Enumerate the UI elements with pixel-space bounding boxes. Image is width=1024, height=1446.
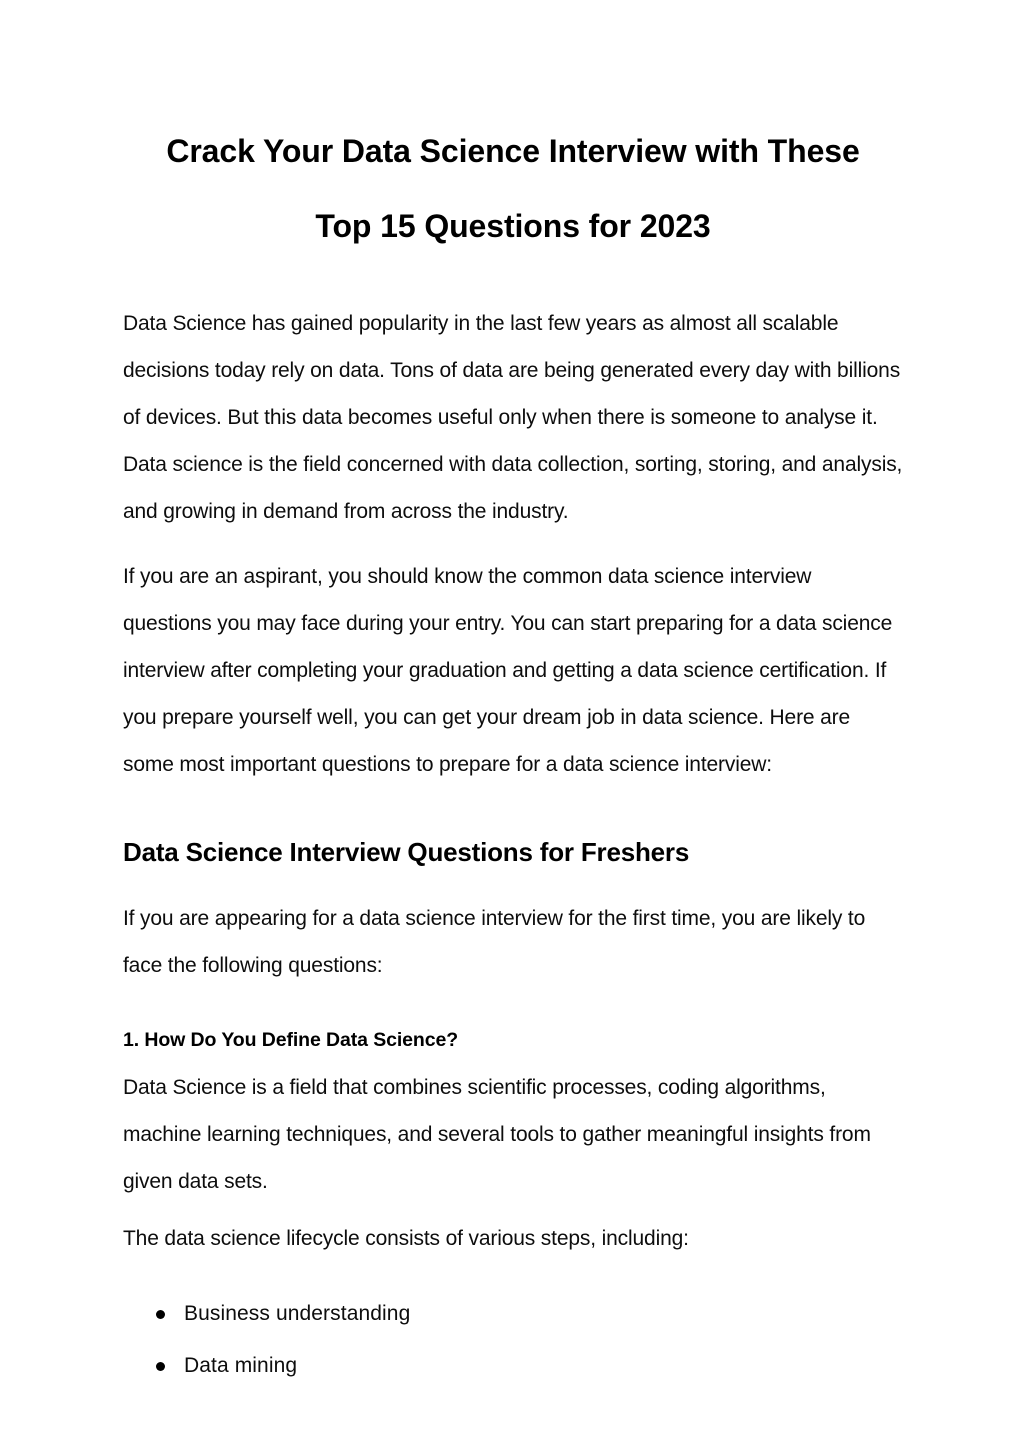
- question-answer-paragraph-2: The data science lifecycle consists of various steps, including:: [123, 1227, 689, 1250]
- section-intro-paragraph: If you are appearing for a data science interview for the first time, you are likely to face the following questions:: [123, 907, 866, 977]
- page-title: [123, 114, 903, 264]
- question-answer-paragraph-1: Data Science is a field that combines scientific processes, coding algorithms, machine learning techniques, and several tools to gather meaningful insights from given data sets.: [123, 1076, 871, 1193]
- intro-paragraph-1: Data Science has gained popularity in the last few years as almost all scalable decisions today rely on data. Tons of data are being generated every day with billions of devices. But this data becomes useful only when there is someone to analyse it. Data science is the field concerned with data collection, sorting, storing, and analysis, and growing in demand from across the industry.: [123, 312, 903, 523]
- page-title-line-2: Top 15 Questions for 2023: [315, 208, 711, 244]
- list-item-label: Data mining: [184, 1354, 298, 1377]
- list-item: [123, 1288, 903, 1340]
- section-heading-freshers: Data Science Interview Questions for Freshers: [123, 837, 690, 867]
- bullet-point-icon: [156, 1362, 165, 1371]
- document-content: [123, 114, 903, 1392]
- lifecycle-steps-list: [123, 1288, 903, 1392]
- question-heading-1: 1. How Do You Define Data Science?: [123, 1029, 459, 1051]
- page-title-line-1: Crack Your Data Science Interview with These: [166, 133, 860, 169]
- list-item: [123, 1340, 903, 1392]
- bullet-point-icon: [156, 1310, 165, 1319]
- list-item-label: Business understanding: [184, 1302, 411, 1325]
- intro-paragraph-2: If you are an aspirant, you should know the common data science interview questions you may face during your entry. You can start preparing for a data science interview after completing your graduation and getting a data science certification. If you prepare yourself well, you can get your dream job in data science. Here are some most important questions to prepare for a data science interview:: [123, 565, 893, 776]
